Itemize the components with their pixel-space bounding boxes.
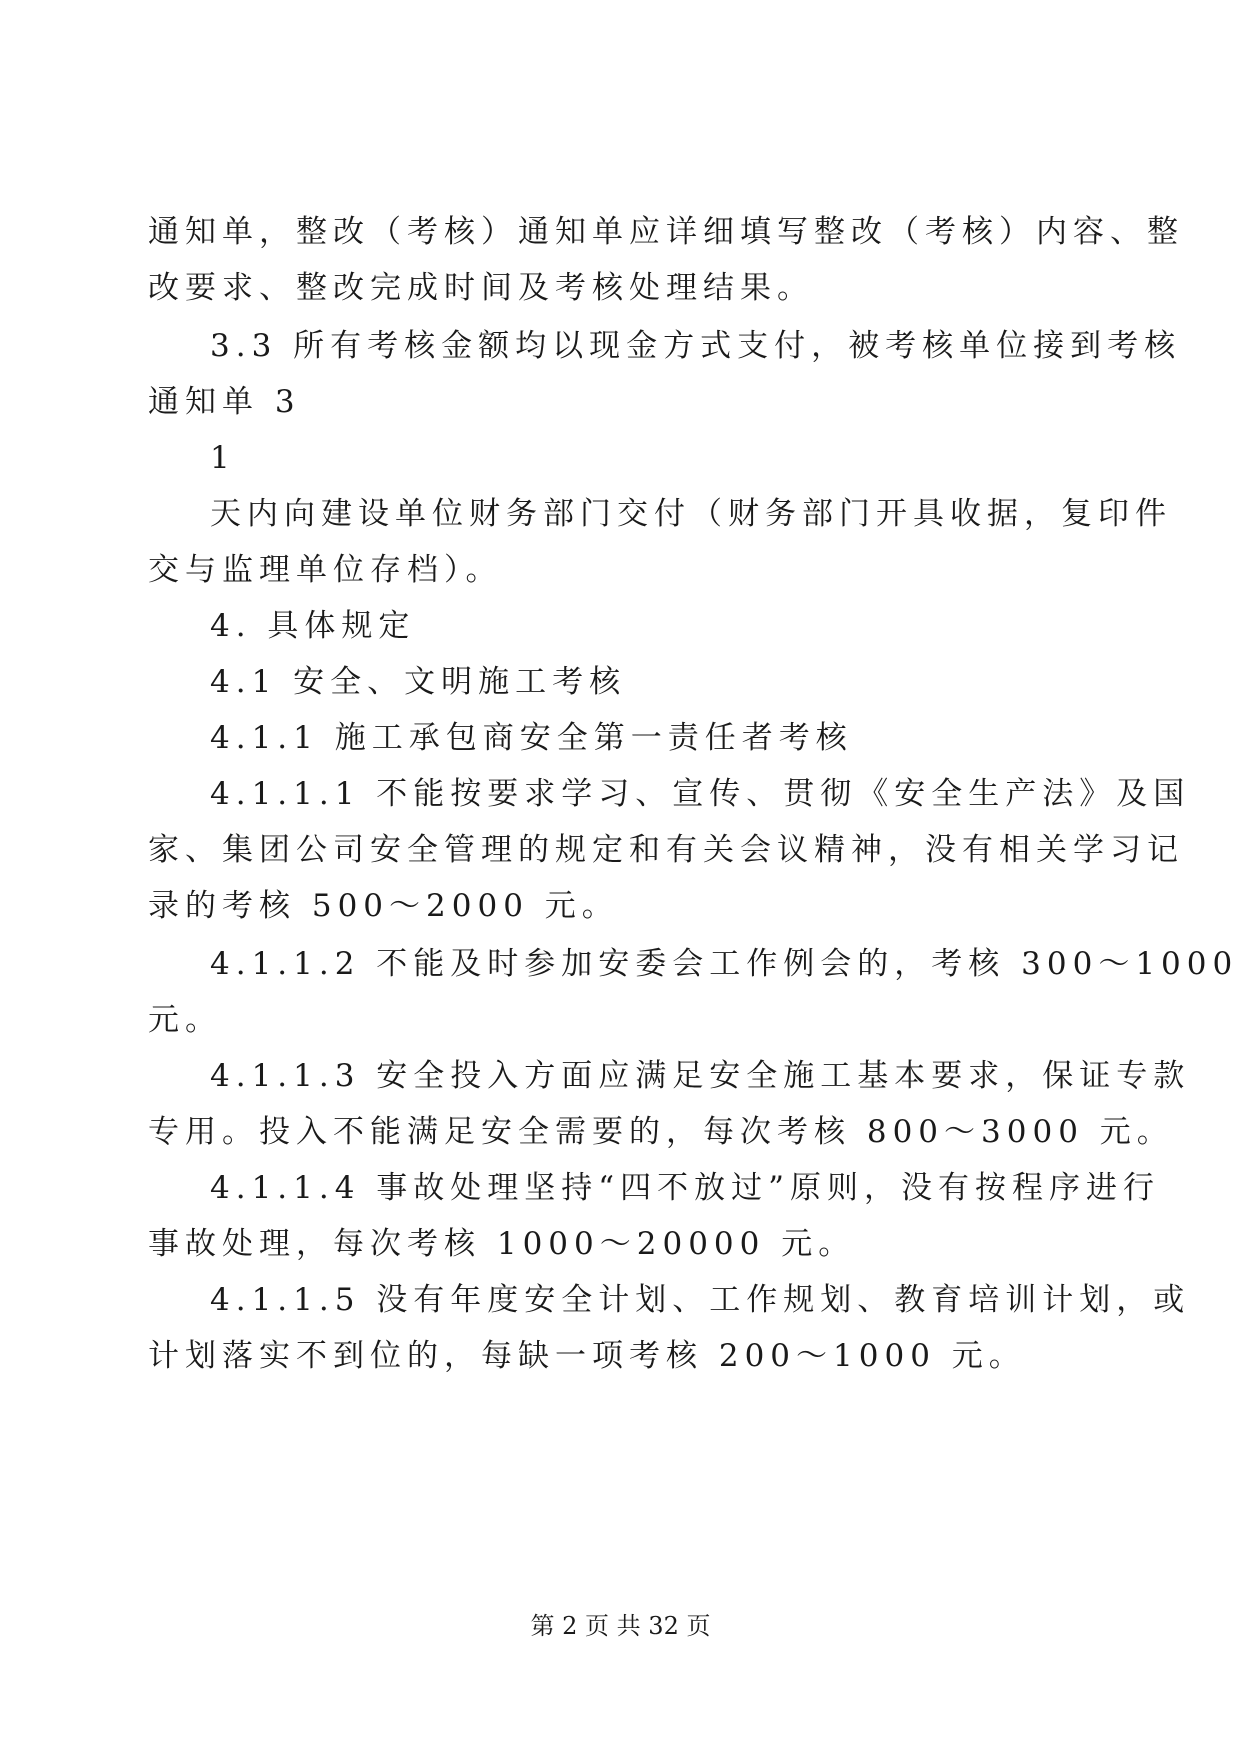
body-line: 专用。投入不能满足安全需要的，每次考核 800～3000 元。 <box>148 1114 1174 1150</box>
body-line: 4.1.1.5 没有年度安全计划、工作规划、教育培训计划，或 <box>210 1282 1191 1318</box>
body-line: 4.1.1.3 安全投入方面应满足安全施工基本要求，保证专款 <box>210 1058 1191 1094</box>
body-line: 通知单 3 <box>148 384 301 420</box>
section-heading: 4. 具体规定 <box>210 608 416 644</box>
body-line: 通知单，整改（考核）通知单应详细填写整改（考核）内容、整 <box>148 214 1184 250</box>
body-line: 元。 <box>148 1002 222 1038</box>
body-line: 计划落实不到位的，每缺一项考核 200～1000 元。 <box>148 1338 1026 1374</box>
body-line: 3.3 所有考核金额均以现金方式支付，被考核单位接到考核 <box>210 328 1182 364</box>
body-line: 4.1.1.2 不能及时参加安委会工作例会的，考核 300～1000 <box>210 946 1239 982</box>
body-line: 4.1.1.1 不能按要求学习、宣传、贯彻《安全生产法》及国 <box>210 776 1191 812</box>
section-heading: 4.1 安全、文明施工考核 <box>210 664 627 700</box>
body-line: 改要求、整改完成时间及考核处理结果。 <box>148 270 814 306</box>
body-line: 家、集团公司安全管理的规定和有关会议精神，没有相关学习记 <box>148 832 1184 868</box>
body-line: 录的考核 500～2000 元。 <box>148 888 619 924</box>
body-line: 交与监理单位存档）。 <box>148 552 503 588</box>
body-line: 4.1.1.4 事故处理坚持“四不放过”原则，没有按程序进行 <box>210 1170 1161 1206</box>
page-footer: 第 2 页 共 32 页 <box>530 1612 711 1640</box>
body-line: 1 <box>210 440 236 476</box>
body-line: 天内向建设单位财务部门交付（财务部门开具收据，复印件 <box>210 496 1172 532</box>
section-heading: 4.1.1 施工承包商安全第一责任者考核 <box>210 720 853 756</box>
body-line: 事故处理，每次考核 1000～20000 元。 <box>148 1226 856 1262</box>
